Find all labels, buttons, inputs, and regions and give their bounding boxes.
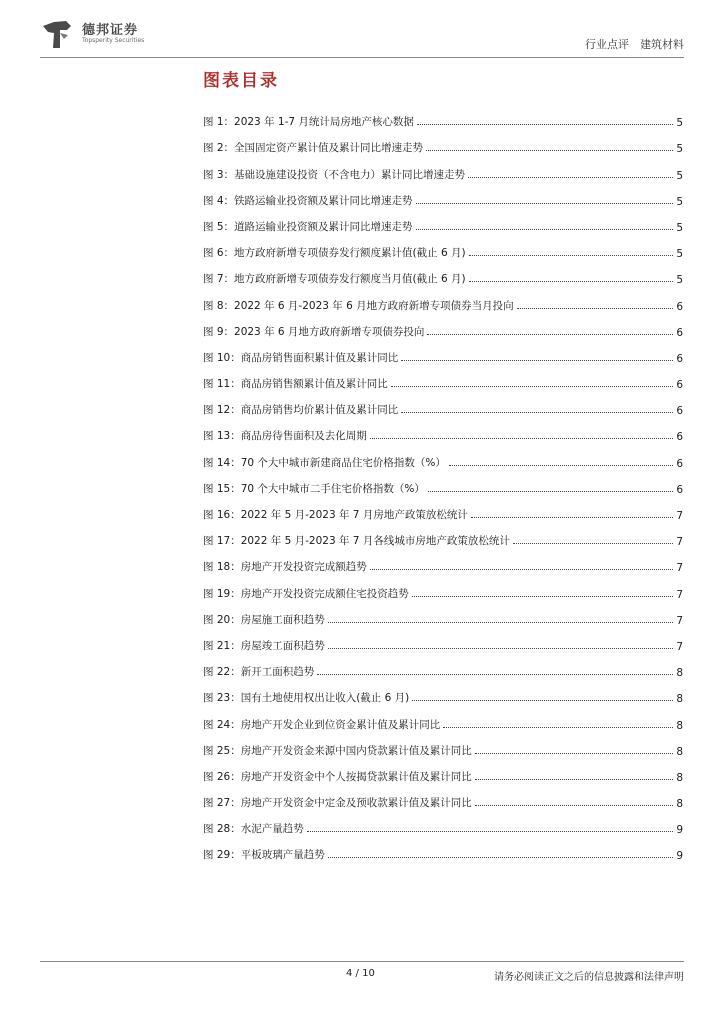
toc-entry-page: 7: [676, 640, 683, 653]
toc-title: 图表目录: [203, 71, 279, 91]
toc-list: [203, 103, 683, 862]
toc-entry-page: 5: [676, 274, 683, 287]
toc-dot-leader: [469, 255, 674, 256]
brand-logo-icon: [40, 18, 74, 52]
toc-entry-page: 5: [676, 117, 683, 130]
toc-entry-label: 图 1：2023 年 1-7 月统计局房地产核心数据: [203, 116, 414, 129]
toc-entry-label: 图 22：新开工面积趋势: [203, 666, 315, 679]
toc-entry[interactable]: [203, 234, 683, 260]
toc-dot-leader: [328, 648, 674, 649]
brand-name-en: Topsperity Securities: [82, 37, 145, 44]
footer-divider: [40, 961, 684, 962]
toc-entry[interactable]: [203, 103, 683, 129]
toc-entry[interactable]: [203, 286, 683, 312]
toc-dot-leader: [307, 831, 674, 832]
toc-entry-label: 图 12：商品房销售均价累计值及累计同比: [203, 404, 399, 417]
toc-entry[interactable]: [203, 574, 683, 600]
toc-entry-label: 图 18：房地产开发投资完成额趋势: [203, 561, 367, 574]
toc-dot-leader: [427, 334, 673, 335]
toc-entry-label: 图 24：房地产开发企业到位资金累计值及累计同比: [203, 718, 441, 731]
toc-dot-leader: [401, 360, 673, 361]
toc-entry-label: 图 11：商品房销售额累计值及累计同比: [203, 378, 388, 391]
toc-entry-page: 8: [676, 798, 683, 811]
toc-entry-page: 7: [676, 536, 683, 549]
toc-dot-leader: [417, 124, 673, 125]
toc-dot-leader: [449, 465, 673, 466]
toc-entry-page: 8: [676, 745, 683, 758]
toc-entry[interactable]: [203, 260, 683, 286]
toc-entry-label: 图 25：房地产开发资金来源中国内贷款累计值及累计同比: [203, 744, 472, 757]
toc-entry[interactable]: [203, 601, 683, 627]
toc-entry-label: 图 8：2022 年 6 月-2023 年 6 月地方政府新增专项债券当月投向: [203, 299, 514, 312]
toc-dot-leader: [412, 596, 674, 597]
toc-entry-label: 图 13：商品房待售面积及去化周期: [203, 430, 367, 443]
toc-entry[interactable]: [203, 391, 683, 417]
toc-entry[interactable]: [203, 810, 683, 836]
toc-entry-page: 6: [676, 326, 683, 339]
toc-entry-page: 8: [676, 719, 683, 732]
toc-dot-leader: [443, 727, 673, 728]
toc-dot-leader: [426, 150, 673, 151]
toc-entry-label: 图 26：房地产开发资金中个人按揭贷款累计值及累计同比: [203, 770, 472, 783]
toc-entry-label: 图 9：2023 年 6 月地方政府新增专项债券投向: [203, 325, 425, 338]
toc-entry-page: 5: [676, 248, 683, 261]
toc-entry-page: 6: [676, 352, 683, 365]
toc-entry[interactable]: [203, 496, 683, 522]
toc-entry-page: 8: [676, 667, 683, 680]
toc-dot-leader: [468, 177, 673, 178]
toc-entry[interactable]: [203, 758, 683, 784]
toc-entry-page: 7: [676, 510, 683, 522]
toc-entry-page: 6: [676, 431, 683, 444]
toc-entry-label: 图 7：地方政府新增专项债券发行额度当月值(截止 6 月): [203, 273, 466, 286]
page-number: 4 / 10: [346, 968, 375, 979]
toc-entry[interactable]: [203, 470, 683, 496]
toc-entry-label: 图 19：房地产开发投资完成额住宅投资趋势: [203, 587, 409, 600]
toc-dot-leader: [513, 543, 673, 544]
toc-entry[interactable]: [203, 208, 683, 234]
toc-entry[interactable]: [203, 548, 683, 574]
toc-entry-page: 6: [676, 379, 683, 392]
toc-entry-page: 6: [676, 300, 683, 313]
toc-dot-leader: [416, 229, 674, 230]
toc-entry[interactable]: [203, 443, 683, 469]
toc-entry-label: 图 29：平板玻璃产量趋势: [203, 849, 325, 862]
toc-entry-page: 7: [676, 562, 683, 575]
brand-logo: [40, 18, 170, 52]
toc-entry-page: 5: [676, 143, 683, 156]
toc-entry[interactable]: [203, 836, 683, 862]
toc-entry-label: 图 15：70 个大中城市二手住宅价格指数（%）: [203, 482, 425, 495]
toc-entry-label: 图 16：2022 年 5 月-2023 年 7 月房地产政策放松统计: [203, 509, 468, 521]
toc-entry[interactable]: [203, 155, 683, 181]
toc-entry-label: 图 17：2022 年 5 月-2023 年 7 月各线城市房地产政策放松统计: [203, 535, 510, 548]
toc-entry-page: 8: [676, 771, 683, 784]
toc-entry-page: 5: [676, 221, 683, 234]
toc-dot-leader: [416, 203, 674, 204]
toc-entry-label: 图 21：房屋竣工面积趋势: [203, 639, 325, 652]
toc-entry[interactable]: [203, 705, 683, 731]
toc-entry[interactable]: [203, 627, 683, 653]
toc-dot-leader: [328, 622, 674, 623]
toc-entry-label: 图 10：商品房销售面积累计值及累计同比: [203, 351, 399, 364]
toc-entry-label: 图 14：70 个大中城市新建商品住宅价格指数（%）: [203, 456, 446, 469]
brand-name-cn: 德邦证券: [82, 23, 139, 38]
report-section-label: 行业点评 建筑材料: [585, 38, 684, 51]
toc-dot-leader: [401, 412, 673, 413]
toc-entry-page: 9: [676, 850, 683, 863]
toc-dot-leader: [391, 386, 674, 387]
header-divider: [40, 57, 684, 58]
toc-entry[interactable]: [203, 129, 683, 155]
toc-entry[interactable]: [203, 679, 683, 705]
toc-entry-page: 5: [676, 195, 683, 208]
toc-dot-leader: [475, 779, 674, 780]
toc-entry-label: 图 27：房地产开发资金中定金及预收款累计值及累计同比: [203, 797, 472, 810]
toc-entry-label: 图 5：道路运输业投资额及累计同比增速走势: [203, 220, 413, 233]
toc-entry-page: 9: [676, 824, 683, 837]
toc-entry[interactable]: [203, 522, 683, 548]
toc-entry-page: 6: [676, 457, 683, 470]
toc-entry[interactable]: [203, 653, 683, 679]
toc-entry-label: 图 20：房屋施工面积趋势: [203, 613, 325, 626]
toc-entry[interactable]: [203, 784, 683, 810]
toc-entry-page: 8: [676, 693, 683, 706]
toc-entry-label: 图 6：地方政府新增专项债券发行额度累计值(截止 6 月): [203, 247, 466, 260]
toc-dot-leader: [469, 281, 674, 282]
toc-dot-leader: [317, 674, 673, 675]
toc-dot-leader: [370, 569, 674, 570]
toc-entry[interactable]: [203, 339, 683, 365]
toc-entry-page: 6: [676, 483, 683, 496]
toc-entry-label: 图 23：国有土地使用权出让收入(截止 6 月): [203, 692, 410, 705]
toc-dot-leader: [412, 700, 673, 701]
toc-dot-leader: [370, 438, 674, 439]
toc-entry[interactable]: [203, 417, 683, 443]
toc-dot-leader: [517, 308, 674, 309]
toc-dot-leader: [471, 517, 673, 518]
toc-entry-page: 7: [676, 588, 683, 601]
toc-entry-label: 图 2：全国固定资产累计值及累计同比增速走势: [203, 142, 424, 155]
toc-dot-leader: [328, 857, 674, 858]
toc-entry-label: 图 3：基础设施建设投资（不含电力）累计同比增速走势: [203, 168, 466, 181]
footer-disclaimer: 请务必阅读正文之后的信息披露和法律声明: [494, 972, 684, 983]
page-header: [40, 14, 684, 54]
toc-dot-leader: [475, 753, 674, 754]
toc-entry-page: 6: [676, 405, 683, 418]
toc-entry[interactable]: [203, 732, 683, 758]
toc-entry[interactable]: [203, 313, 683, 339]
toc-dot-leader: [475, 805, 674, 806]
toc-entry-label: 图 4：铁路运输业投资额及累计同比增速走势: [203, 194, 413, 207]
toc-dot-leader: [428, 491, 673, 492]
toc-entry[interactable]: [203, 365, 683, 391]
toc-entry[interactable]: [203, 182, 683, 208]
toc-entry-page: 5: [676, 169, 683, 182]
toc-entry-label: 图 28：水泥产量趋势: [203, 823, 304, 836]
toc-entry-page: 7: [676, 614, 683, 627]
